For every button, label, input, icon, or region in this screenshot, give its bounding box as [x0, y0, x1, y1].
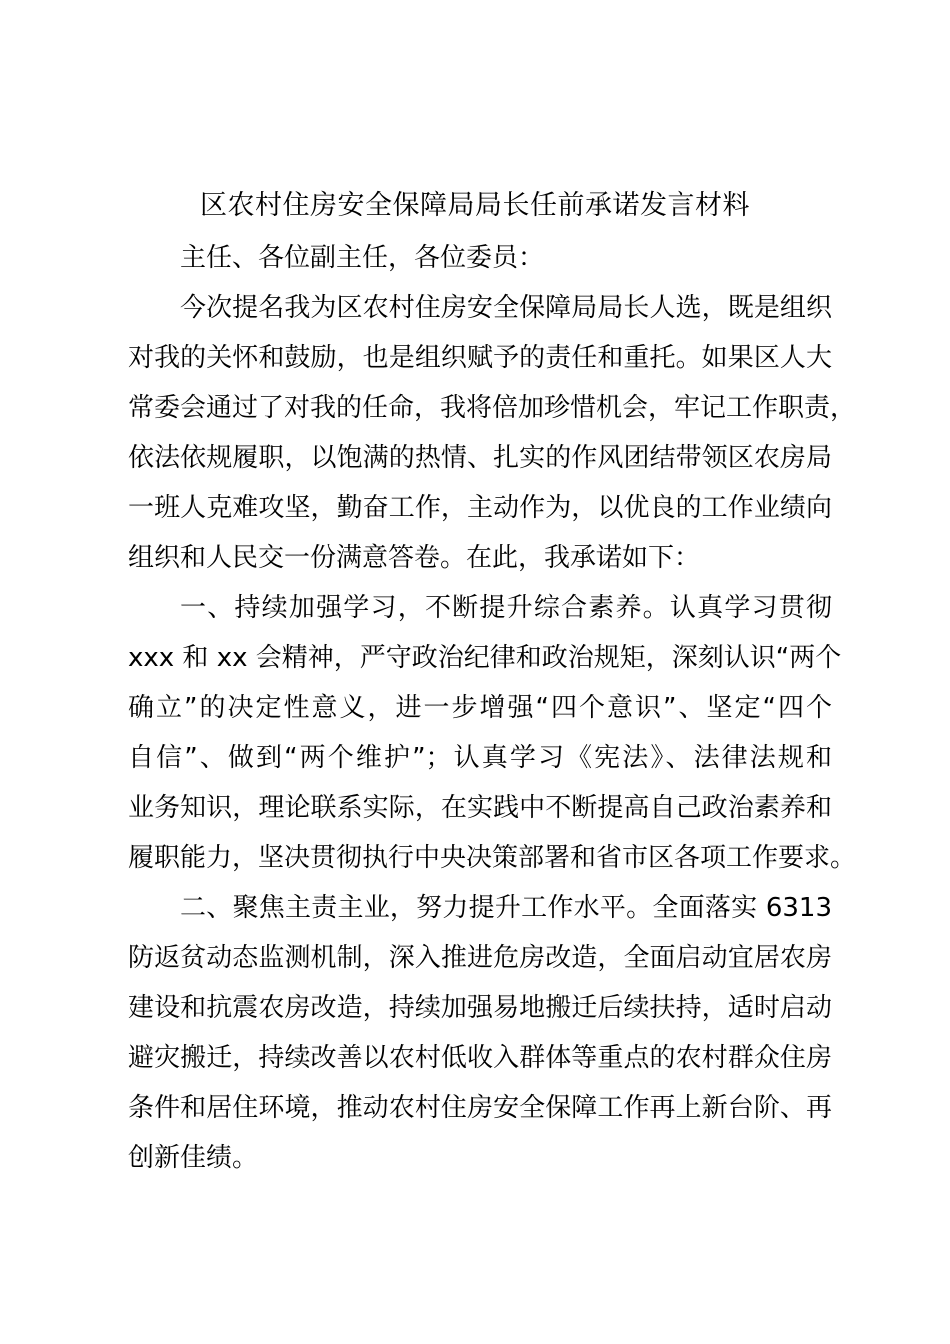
paragraph-line: 确立”的决定性意义，进一步增强“四个意识”、坚定“四个 — [128, 693, 832, 723]
paragraph-line: xxx 和 xx 会精神，严守政治纪律和政治规矩，深刻认识“两个 — [128, 643, 842, 673]
paragraph-line: 防返贫动态监测机制，深入推进危房改造，全面启动宜居农房 — [128, 943, 832, 973]
paragraph-line: 自信”、做到“两个维护”；认真学习《宪法》、法律法规和 — [128, 743, 832, 773]
paragraph-line: 组织和人民交一份满意答卷。在此，我承诺如下： — [128, 543, 701, 573]
paragraph-line: 建设和抗震农房改造，持续加强易地搬迁后续扶持，适时启动 — [128, 993, 832, 1023]
paragraph-line: 履职能力，坚决贯彻执行中央决策部署和省市区各项工作要求。 — [128, 843, 857, 873]
paragraph-line: 主任、各位副主任，各位委员： — [180, 243, 545, 273]
paragraph-line: 业务知识，理论联系实际，在实践中不断提高自己政治素养和 — [128, 793, 832, 823]
paragraph-line: 避灾搬迁，持续改善以农村低收入群体等重点的农村群众住房 — [128, 1043, 832, 1073]
paragraph-line: 一班人克难攻坚，勤奋工作，主动作为，以优良的工作业绩向 — [128, 493, 832, 523]
paragraph-line: 对我的关怀和鼓励，也是组织赋予的责任和重托。如果区人大 — [128, 343, 832, 373]
document-body — [128, 233, 857, 1183]
paragraph-line: 依法依规履职，以饱满的热情、扎实的作风团结带领区农房局 — [128, 443, 832, 473]
paragraph-line: 二、聚焦主责主业，努力提升工作水平。全面落实 6313 — [180, 893, 832, 923]
paragraph-line: 一、持续加强学习，不断提升综合素养。认真学习贯彻 — [180, 593, 832, 623]
paragraph-line: 条件和居住环境，推动农村住房安全保障工作再上新台阶、再 — [128, 1093, 832, 1123]
paragraph-line: 常委会通过了对我的任命，我将倍加珍惜机会，牢记工作职责， — [128, 393, 857, 423]
paragraph-line: 创新佳绩。 — [128, 1143, 259, 1173]
document-title: 区农村住房安全保障局局长任前承诺发言材料 — [200, 190, 750, 221]
paragraph-line: 今次提名我为区农村住房安全保障局局长人选，既是组织 — [180, 293, 832, 323]
